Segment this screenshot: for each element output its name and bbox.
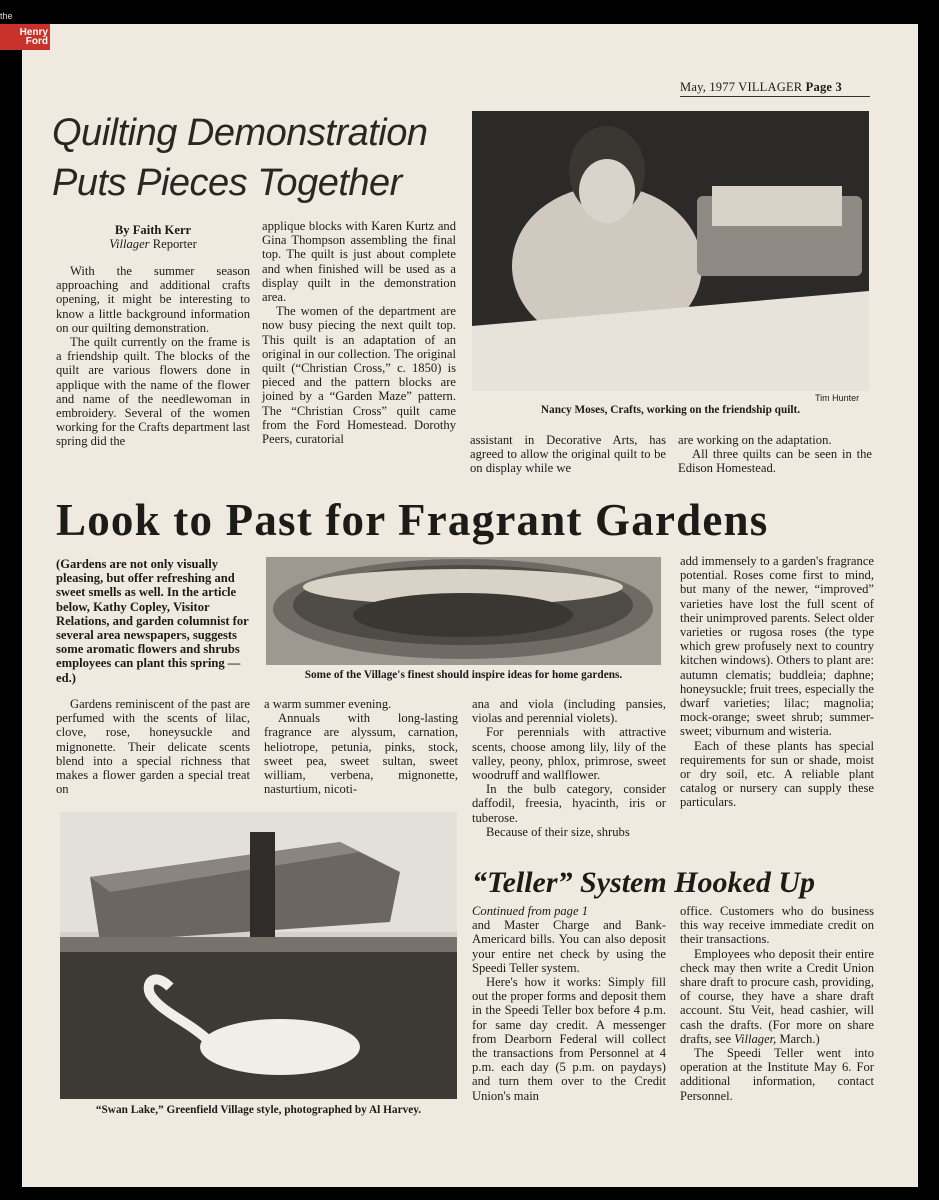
paragraph: The quilt currently on the frame is a friendship quilt. The blocks of the quilt are various flowers done in applique with the name of the flower and name of the needlewoman in embroidery. Several of the women working for the Crafts department last spring did the [56,335,250,449]
paragraph: With the summer season approaching and additional crafts opening, it might be interesting to know a little background information on our quilting demonstration. [56,264,250,335]
swan-photo-caption: “Swan Lake,” Greenfield Village style, photographed by Al Harvey. [95,1104,422,1116]
quilting-photo-caption: Nancy Moses, Crafts, working on the friendship quilt. [540,404,801,416]
logo-line1: Henry [19,27,48,38]
paragraph: Annuals with long-lasting fragrance are alyssum, carnation, heliotrope, petunia, pinks, stock, sweet pea, sweet sultan, sweet william, verbena, mignonette, nasturtium, nicoti- [264,711,458,797]
paragraph: All three quilts can be seen in the Edison Homestead. [678,447,872,476]
gardens-photo [266,557,661,665]
tulip-bed-image [266,557,661,665]
paragraph: Here's how it works: Simply fill out the proper forms and deposit them in the Speedi Teller box before 4 p.m. for same day credit. A messenger from Dearborn Federal will collect the transactions from Personnel at 4 p.m. each day (5 p.m. on paydays) and turn them over to the Credit Union's main [472,975,666,1103]
quilting-column-3 [470,433,666,476]
paragraph: For perennials with attractive scents, choose among lily, lily of the valley, peony, phlox, primrose, sweet woodruff and wallflower. [472,725,666,783]
swan-lake-image [60,812,457,1099]
paragraph: add immensely to a garden's fragrance potential. Roses come first to mind, but many of the newer, “improved” varieties have lost the full scent of their unimproved parents. Select older varieties or rugosa roses (the type which grew profusely next to country kitchen windows). Others to plant are: autumn clematis; buddleia; daphne; honeysuckle; fruit trees, especially the dwarf varieties; lilac; magnolia; mock-orange; sweet shrub; summer-sweet; viburnum and wisteria. [680,554,874,739]
paragraph: Each of these plants has special requirements for sun or shade, moist or dry soil, etc. A reliable plant catalog or nursery can supply these particulars. [680,738,874,810]
swan-photo [60,812,457,1099]
quilting-headline-line1: Quilting Demonstration [52,112,428,154]
masthead-page: Page 3 [805,80,842,94]
byline-author: By Faith Kerr [114,223,192,237]
paragraph: and Master Charge and Bank-Americard bills. You can also deposit your entire net check by using the Speedi Teller system. [472,918,666,975]
gardens-intro: (Gardens are not only visually pleasing, but offer refreshing and sweet smells as well. In the article below, Kathy Copley, Visitor Relations, and garden columnist for several area newspapers, suggests some aromatic flowers and shrubs employees can plant this spring — ed.) [56,557,249,685]
paragraph: The Speedi Teller went into operation at the Institute May 6. For additional information, contact Personnel. [680,1046,874,1103]
teller-headline: “Teller” System Hooked Up [472,866,816,899]
masthead-date: May, 1977 VILLAGER [680,80,803,94]
gardens-headline: Look to Past for Fragrant Gardens [56,495,769,545]
byline-role: Villager Reporter [109,237,197,252]
quilting-headline-line2: Puts Pieces Together [52,162,402,204]
gardens-photo-caption: Some of the Village's finest should inspire ideas for home gardens. [304,669,623,681]
paragraph: office. Customers who do business this way receive immediate credit on their transactions. [680,904,874,947]
gardens-column-1 [56,697,250,796]
paragraph: The women of the department are now busy piecing the next quilt top. This quilt is an adaptation of an original in our collection. The original quilt (“Christian Cross,” c. 1850) is pieced and the pattern blocks are joined by a “Garden Maze” pattern. The “Christian Cross” quilt came from the Ford Homestead. Dorothy Peers, curatorial [262,304,456,447]
masthead-rule [680,96,870,97]
gardens-column-4 [680,554,874,810]
masthead [680,80,842,95]
teller-column-2 [680,904,874,1103]
paragraph: a warm summer evening. [264,697,392,711]
quilter-image [472,111,869,391]
paragraph: Gardens reminiscent of the past are perfumed with the scents of lilac, clove, rose, honeysuckle and mignonette. Their delicate scents blend into a special richness that makes a flower garden a special treat on [56,697,250,797]
paragraph: Because of their size, shrubs [486,824,630,839]
paragraph: ana and viola (including pansies, violas and perennial violets). [472,697,666,726]
quilting-column-1 [56,264,250,449]
quilting-column-4 [678,433,872,476]
quilting-headline [52,108,428,208]
paragraph: are working on the adaptation. [678,433,832,447]
paragraph: In the bulb category, consider daffodil, freesia, hyacinth, iris or tuberose. [472,782,666,825]
quilting-photo [472,111,869,391]
continued-note: Continued from page 1 [472,904,589,918]
gardens-column-3 [472,697,666,839]
photo-credit: Tim Hunter [815,393,860,403]
paragraph: assistant in Decorative Arts, has agreed to allow the original quilt to be on display while we [470,433,666,476]
henry-ford-logo[interactable]: the Henry Ford [0,24,50,50]
gardens-column-2 [264,697,458,796]
logo-line2: Ford [25,36,48,47]
quilting-column-2 [262,219,456,446]
teller-column-1 [472,904,666,1103]
paragraph: Employees who deposit their entire check may then write a Credit Union share draft to procure cash, providing, of course, they have a share draft account. Stu Veit, head cashier, will cash the drafts. (For more on share drafts, see Villager, March.) [680,946,874,1046]
paragraph: applique blocks with Karen Kurtz and Gina Thompson assembling the final top. The quilt is just about complete and when finished will be used as a display quilt in the demonstration area. [262,219,456,305]
quilting-byline [56,223,250,251]
